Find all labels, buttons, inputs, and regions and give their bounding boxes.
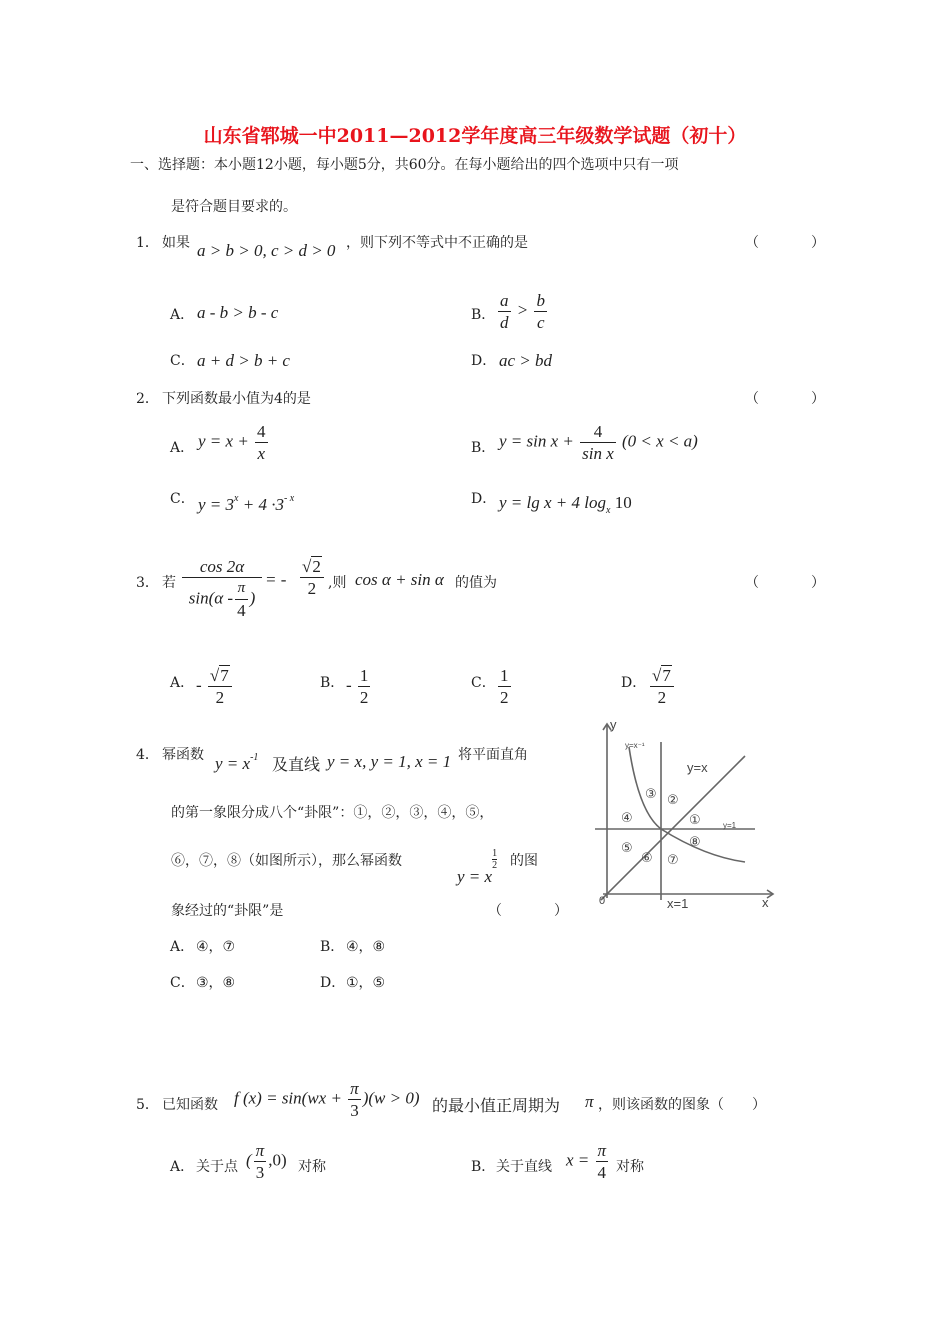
q2-a-num: 4	[257, 422, 266, 441]
q5-f-pre: f (x) = sin(wx +	[234, 1088, 342, 1108]
q4-option-a-label: A．	[170, 939, 195, 955]
q4-lines: y = x, y = 1, x = 1	[327, 752, 452, 771]
figure-region-3: ③	[645, 786, 657, 801]
figure-region-6: ⑥	[641, 850, 653, 865]
figure-y-axis-label: y	[610, 717, 617, 732]
q3-target-expr: cos α + sin α	[355, 570, 444, 589]
q5-a-pre: 关于点	[196, 1159, 238, 1175]
q2-d-sub: x	[605, 505, 611, 516]
q5-option-a-label: A．	[170, 1159, 195, 1175]
q1-b-num2: b	[536, 291, 545, 310]
q2-answer-paren: （ ）	[745, 391, 833, 407]
q3-option-b	[346, 665, 372, 708]
figure-h-label: y=1	[723, 821, 737, 830]
q1-option-d: ac > bd	[499, 351, 553, 370]
q1-b-num1: a	[500, 291, 509, 310]
q4-option-c: ③，⑧	[196, 975, 236, 991]
figure-region-4: ④	[621, 810, 633, 825]
q2-c-exp2: - x	[283, 493, 295, 504]
q2-text: 下列函数最小值为4的是	[162, 391, 311, 407]
q5-option-a-math	[246, 1140, 287, 1183]
q4-option-a: ④，⑦	[196, 939, 236, 955]
q5-a-open: (	[246, 1150, 252, 1170]
q5-f-post: )(w > 0)	[362, 1088, 420, 1108]
q2-option-b-label: B．	[471, 440, 496, 456]
q1-condition: a > b > 0, c > d > 0	[197, 241, 336, 260]
q5-f-den: 3	[350, 1101, 359, 1120]
q2-d-post: 10	[614, 493, 632, 512]
q4-function-1	[215, 752, 258, 774]
q3-b-den: 2	[359, 688, 369, 707]
q3-number: 3．	[136, 575, 159, 591]
q3-rhs: $\frac{√2}{2}$	[298, 556, 326, 599]
q5-mid: 的最小值正周期为	[432, 1098, 561, 1115]
q4-line3-post: 的图	[510, 853, 538, 869]
q3-prefix: 若	[162, 575, 176, 591]
q3-suffix: 的值为	[455, 575, 497, 591]
q5-pi: π	[585, 1092, 594, 1111]
q3-expression	[180, 556, 264, 621]
q4-f2-y: y = x	[457, 867, 493, 886]
q2-b-post: (0 < x < a)	[622, 431, 698, 451]
q3-option-d-label: D．	[621, 675, 647, 691]
q1-suffix: ，则下列不等式中不正确的是	[346, 235, 528, 251]
q5-a-den: 3	[255, 1163, 265, 1182]
q3-a-sign: -	[196, 675, 202, 695]
q2-a-den: x	[257, 444, 266, 463]
q4-number: 4．	[136, 747, 159, 763]
q5-option-b-label: B．	[471, 1159, 496, 1175]
q1-option-a-label: A．	[170, 307, 195, 323]
q2-b-den: sin x	[582, 444, 614, 463]
figure-v-label: x=1	[667, 896, 689, 911]
q5-a-num: π	[255, 1141, 265, 1160]
q3-eq: = -	[265, 570, 287, 589]
figure-region-5: ⑤	[621, 840, 633, 855]
q5-suffix: ，则该函数的图象（ ）	[598, 1097, 766, 1113]
q4-line4: 象经过的“卦限”是	[171, 903, 284, 919]
q2-option-a-label: A．	[170, 440, 195, 456]
q1-option-b	[496, 290, 549, 333]
q4-option-b-label: B．	[320, 939, 345, 955]
q5-prefix: 已知函数	[162, 1097, 218, 1113]
q5-option-b-math	[566, 1140, 610, 1183]
figure-region-7: ⑦	[667, 852, 679, 867]
q2-number: 2．	[136, 391, 159, 407]
q1-number: 1．	[136, 235, 159, 251]
q3-rhs-den: 2	[307, 579, 317, 598]
q3-c-den: 2	[500, 688, 509, 707]
figure-origin-label: 0	[599, 895, 606, 907]
q3-b-sign: -	[346, 675, 352, 695]
q2-d-y: y = lg x + 4 log	[499, 493, 606, 512]
q1-option-b-label: B．	[471, 307, 496, 323]
figure-line-label: y=x	[687, 760, 708, 775]
q2-c-mid: + 4 ·3	[242, 495, 284, 514]
q1-b-op: >	[516, 300, 529, 320]
q2-b-pre: y = sin x +	[499, 431, 574, 451]
q1-option-a: a - b > b - c	[197, 303, 279, 322]
q3-option-a-label: A．	[170, 675, 195, 691]
q2-c-exp1: x	[234, 493, 239, 504]
q1-answer-paren: （ ）	[745, 235, 833, 251]
figure-region-2: ②	[667, 792, 679, 807]
q3-b-num: 1	[359, 666, 369, 685]
q3-den-post: )	[249, 588, 256, 608]
figure-curve-label: y=x⁻¹	[625, 741, 645, 750]
q4-option-d: ①，⑤	[346, 975, 386, 991]
q1-b-den2: c	[536, 313, 545, 332]
q5-b-num: π	[597, 1141, 607, 1160]
q3-option-a: - $\frac{√7}{2}$	[196, 665, 234, 708]
section-instructions-line2: 是符合题目要求的。	[171, 199, 297, 215]
q3-den-pre: sin(α -	[188, 588, 234, 608]
figure-region-8: ⑧	[689, 834, 701, 849]
q2-option-c-label: C．	[170, 491, 195, 507]
q4-f1-y: y = x	[215, 754, 251, 773]
page-title: 山东省郓城一中2011—2012学年度高三年级数学试题（初十）	[203, 125, 747, 147]
q4-mid1: 及直线	[272, 757, 321, 774]
q2-option-d-label: D．	[471, 491, 497, 507]
q3-a-den: 2	[215, 688, 225, 707]
q3-option-c	[496, 665, 513, 708]
q5-a-post: 对称	[298, 1159, 326, 1175]
q3-answer-paren: （ ）	[745, 575, 833, 591]
q4-figure	[585, 712, 785, 912]
q5-b-x: x =	[566, 1150, 590, 1170]
q3-a-rad: 7	[220, 666, 229, 685]
section-instructions-line1: 一、选择题：本小题12小题，每小题5分，共60分。在每小题给出的四个选项中只有一项	[130, 157, 679, 173]
q1-option-d-label: D．	[471, 353, 497, 369]
q4-prefix: 幂函数	[162, 747, 204, 763]
q1-option-c: a + d > b + c	[197, 351, 290, 370]
q4-option-b: ④，⑧	[346, 939, 386, 955]
q1-option-c-label: C．	[170, 353, 195, 369]
q5-b-pre: 关于直线	[496, 1159, 552, 1175]
q4-line3-pre: ⑥，⑦，⑧（如图所示），那么幂函数	[171, 853, 402, 869]
q3-numerator: cos 2α	[182, 556, 262, 578]
q5-f-num: π	[350, 1079, 359, 1098]
q1-prefix: 如果	[162, 235, 190, 251]
figure-x-axis-label: x	[762, 895, 769, 910]
q3-option-c-label: C．	[471, 675, 496, 691]
q5-a-close: ,0)	[268, 1150, 287, 1170]
q2-option-d	[499, 493, 632, 516]
q2-option-b	[499, 421, 698, 464]
q5-number: 5．	[136, 1097, 159, 1113]
q4-function-2	[457, 848, 497, 887]
q2-b-num: 4	[580, 421, 616, 443]
q5-function	[234, 1078, 420, 1121]
q4-line2: 的第一象限分成八个“卦限”：①，②，③，④，⑤，	[171, 805, 494, 821]
q2-c-y: y = 3	[198, 495, 235, 514]
q2-option-a	[198, 421, 270, 464]
q1-b-den1: d	[500, 313, 509, 332]
q3-mid: ,则	[328, 575, 347, 591]
q3-rhs-rad: 2	[312, 557, 321, 576]
figure-region-1: ①	[689, 812, 701, 827]
q5-b-den: 4	[597, 1163, 607, 1182]
q4-answer-paren: （ ）	[488, 903, 576, 919]
q5-b-post: 对称	[616, 1159, 644, 1175]
q4-f2-exp-den: 2	[492, 860, 498, 871]
q3-den-pi: π	[235, 578, 248, 600]
q4-option-d-label: D．	[320, 975, 346, 991]
q3-d-rad: 7	[662, 666, 671, 685]
q3-c-num: 1	[500, 666, 509, 685]
q3-d-den: 2	[657, 688, 667, 707]
q3-den-4: 4	[237, 601, 246, 620]
q4-suffix: 将平面直角	[458, 747, 528, 763]
q2-option-c	[198, 493, 294, 515]
q3-option-d: $\frac{√7}{2}$	[648, 665, 676, 708]
q4-f1-exp: -1	[250, 752, 259, 763]
q3-option-b-label: B．	[320, 675, 345, 691]
q2-a-pre: y = x +	[198, 431, 249, 451]
q4-option-c-label: C．	[170, 975, 195, 991]
q4-f2-exp-num: 1	[492, 848, 498, 859]
